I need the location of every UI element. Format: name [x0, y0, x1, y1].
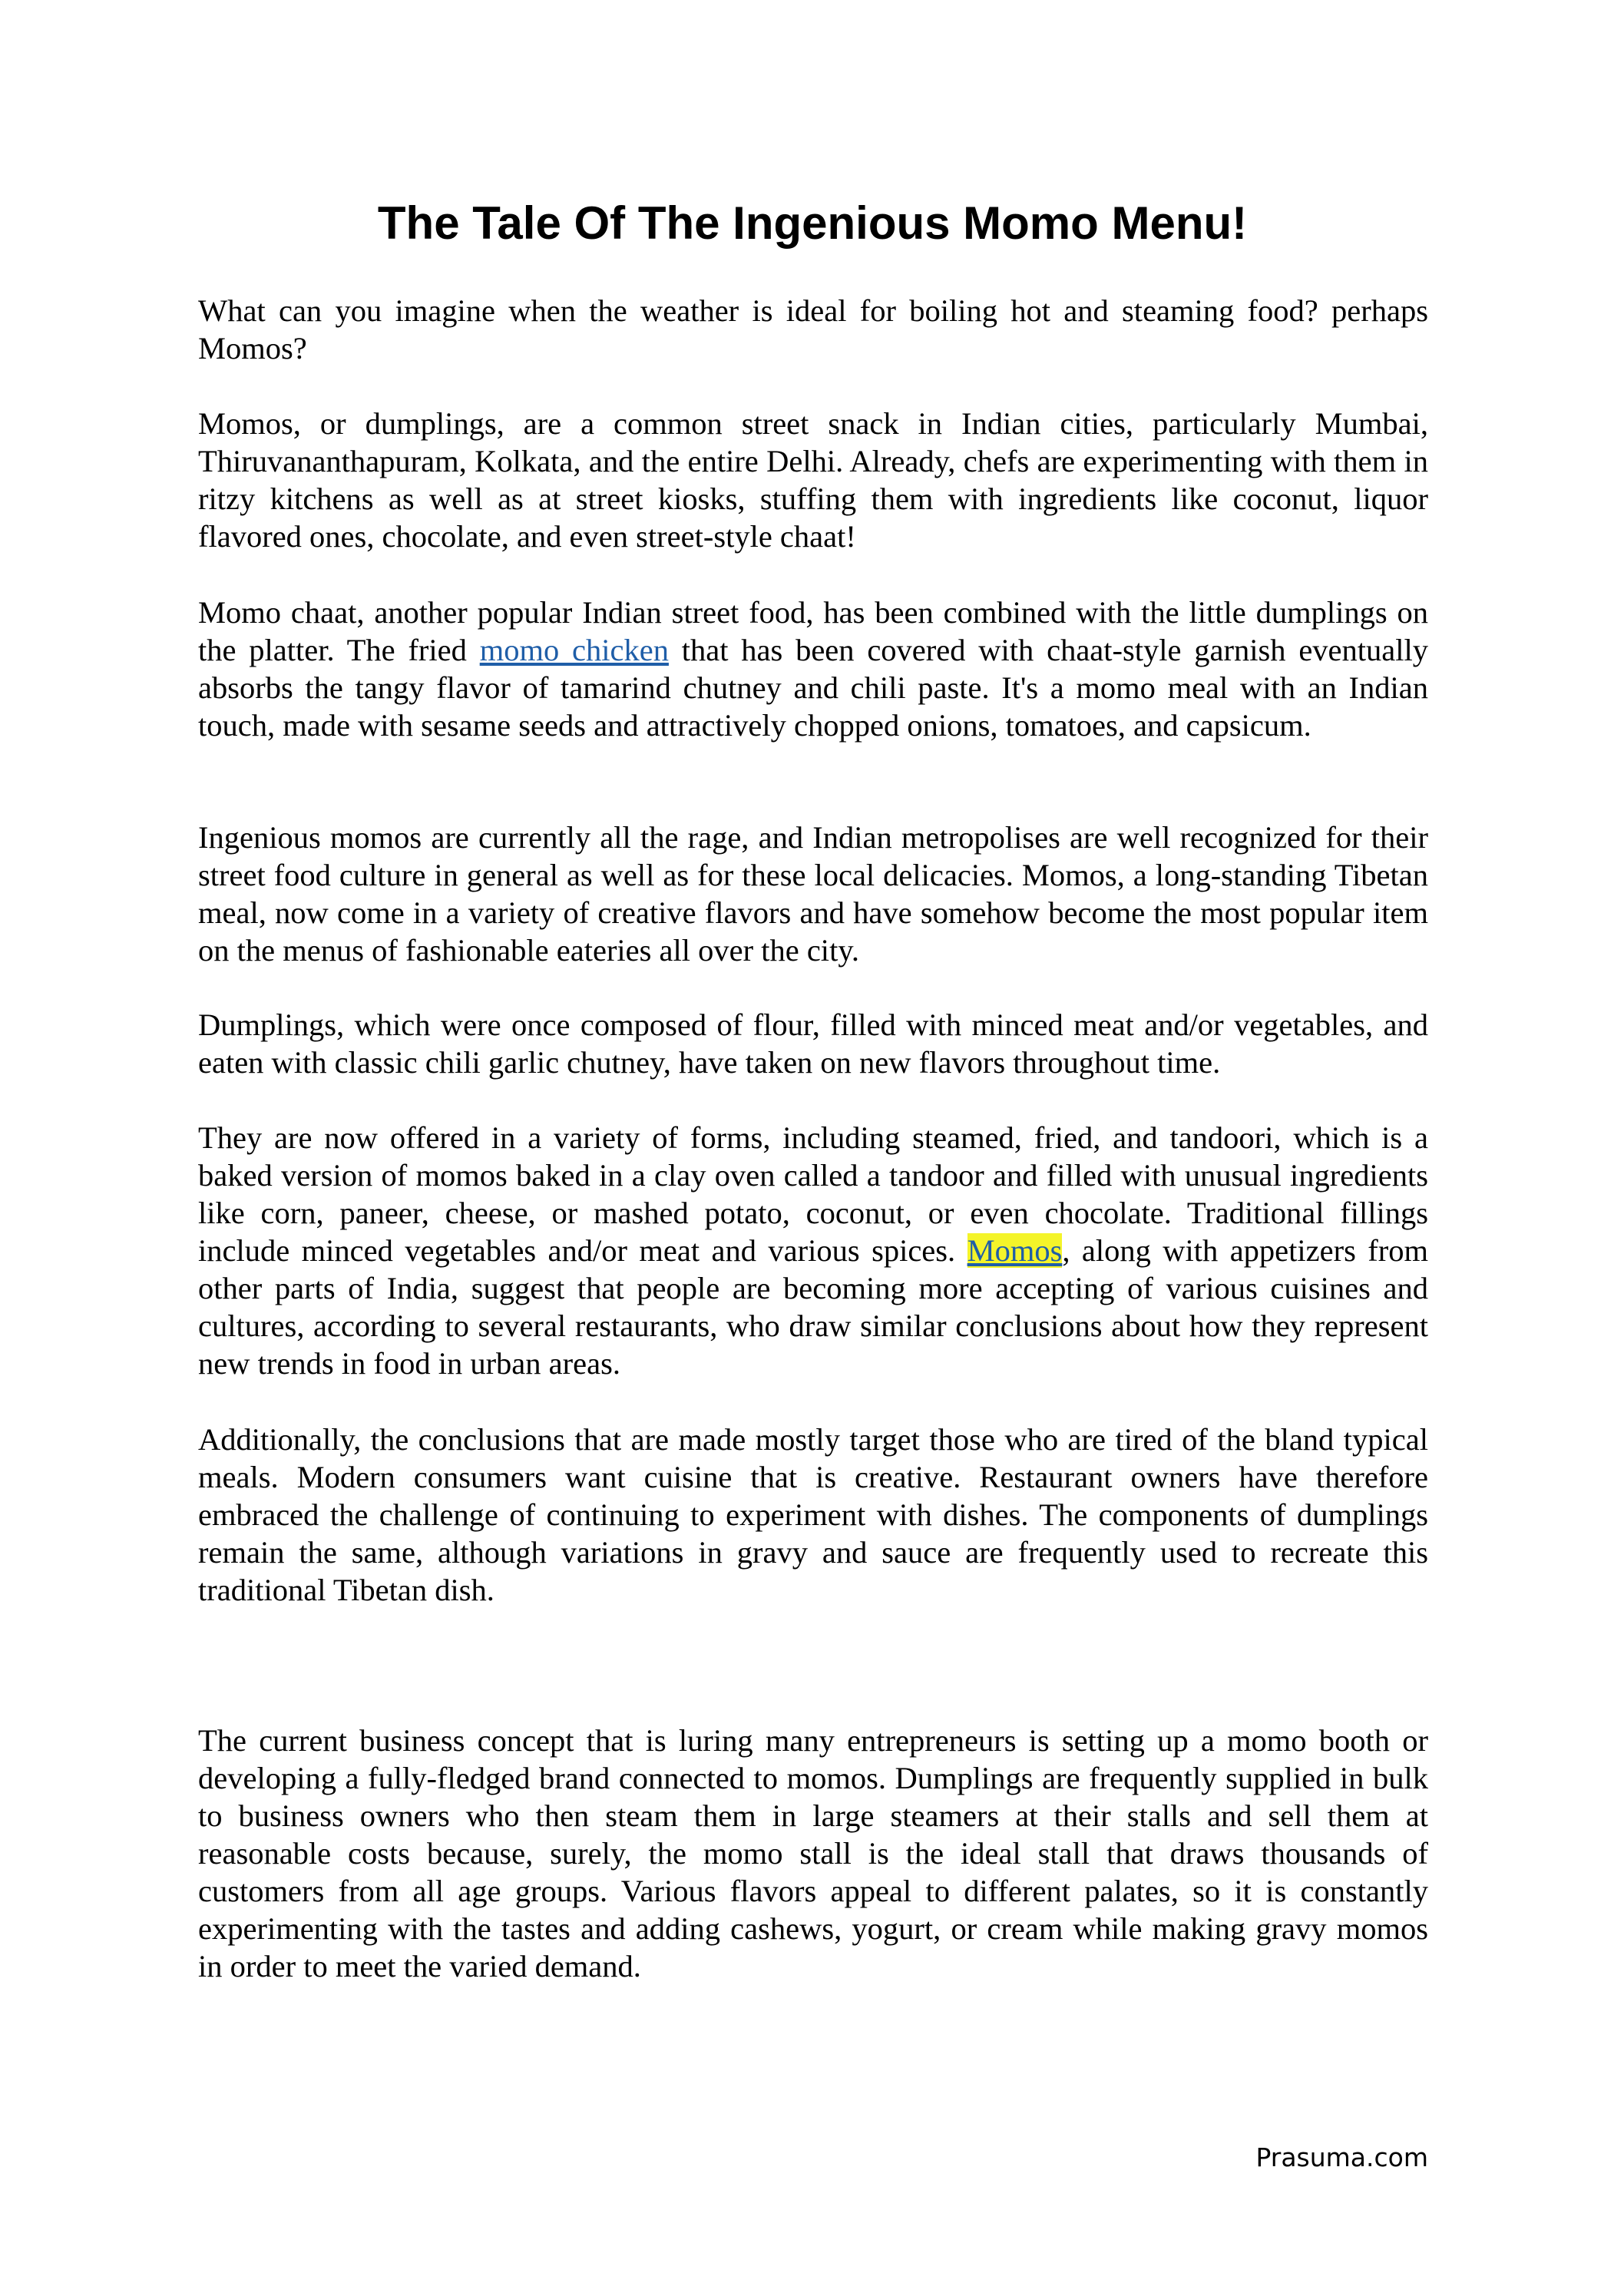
paragraph-text: that has been covered with chaat-style garnish eventually absorbs the tangy flavor of tamarind chutney and chili paste. It's a momo meal with an Indian touch, made with sesame seeds and attractively chopped onions, tomatoes, and capsicum.	[198, 633, 1429, 743]
page-title: The Tale Of The Ingenious Momo Menu!	[377, 197, 1248, 249]
footer-site-name: Prasuma.com	[1255, 2142, 1428, 2172]
paragraph-business-concept: The current business concept that is luring many entrepreneurs is setting up a momo booth or developing a fully-fledged brand connected to momos. Dumplings are frequently supplied in bulk to business owners who then steam them in large steamers at their stalls and sell them at reasonable costs because, surely, the momo stall is the ideal stall that draws thousands of customers from all age groups. Various flavors appeal to different palates, so it is constantly experimenting with the tastes and adding cashews, yogurt, or cream while making gravy momos in order to meet the varied demand.	[198, 1723, 1428, 1983]
paragraph-momo-chaat	[198, 594, 1428, 744]
paragraph-modern-consumers: Additionally, the conclusions that are made mostly target those who are tired of the bland typical meals. Modern consumers want cuisine that is creative. Restaurant owners have therefore embraced the challenge of continuing to experiment with dishes. The components of dumplings remain the same, although variations in gravy and sauce are frequently used to recreate this traditional Tibetan dish.	[198, 1422, 1428, 1607]
paragraph-text: Momo chaat, another popular Indian street food, has been combined with the little dumplings on the platter. The fried	[198, 595, 1428, 667]
paragraph-text: , along with appetizers from other parts of India, suggest that people are becoming more accepting of various cuisines and cultures, according to several restaurants, who draw similar conclusions about how they represent new trends in food in urban areas.	[198, 1233, 1428, 1381]
paragraph-forms-of-momos	[198, 1119, 1428, 1382]
paragraph-dumplings-history: Dumplings, which were once composed of flour, filled with minced meat and/or vegetables, and eaten with classic chili garlic chutney, have taken on new flavors throughout time.	[198, 1007, 1428, 1080]
paragraph-intro: What can you imagine when the weather is ideal for boiling hot and steaming food? perhaps Momos?	[198, 293, 1428, 366]
paragraph-ingenious-momos: Ingenious momos are currently all the rage, and Indian metropolises are well recognized for their street food culture in general as well as for these local delicacies. Momos, a long-standing Tibetan meal, now come in a variety of creative flavors and have somehow become the most popular item on the menus of fashionable eateries all over the city.	[198, 820, 1428, 968]
paragraph-momos-street-snack: Momos, or dumplings, are a common street snack in Indian cities, particularly Mumbai, Thiruvananthapuram, Kolkata, and the entire Delhi. Already, chefs are experimenting with them in ritzy kitchens as well as at street kiosks, stuffing them with ingredients like coconut, liquor flavored ones, chocolate, and even street-style chaat!	[198, 406, 1428, 554]
paragraph-text: They are now offered in a variety of forms, including steamed, fried, and tandoori, which is a baked version of momos baked in a clay oven called a tandoor and filled with unusual ingredients like corn, paneer, cheese, or mashed potato, coconut, or even chocolate. Traditional fillings include minced vegetables and/or meat and various spices.	[198, 1120, 1428, 1268]
momos-highlighted-link[interactable]: Momos	[967, 1233, 1063, 1268]
momo-chicken-link[interactable]: momo chicken	[479, 633, 669, 667]
